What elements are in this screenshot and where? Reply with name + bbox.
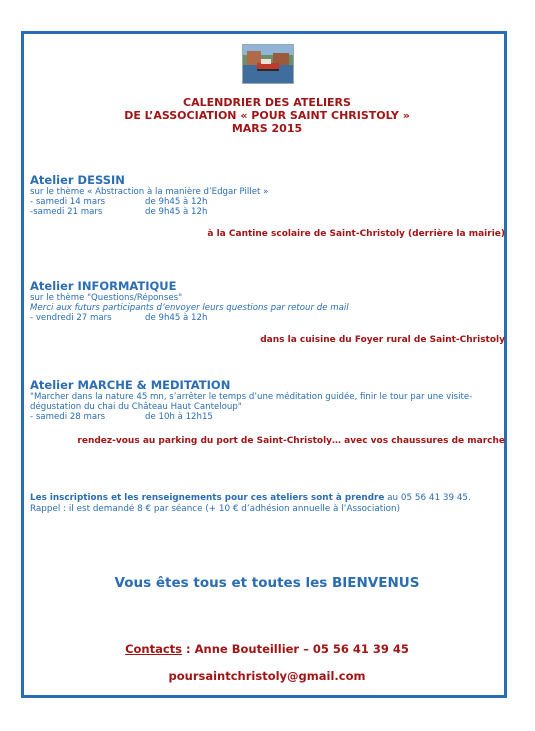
atelier-marche-desc-2: dégustation du chai du Château Haut Canteloup": [30, 402, 242, 412]
atelier-informatique-time-1: de 9h45 à 12h: [145, 313, 208, 323]
atelier-marche-time-1: de 10h à 12h15: [145, 412, 213, 422]
title-line-1: CALENDRIER DES ATELIERS: [183, 96, 351, 109]
atelier-dessin-location: à la Cantine scolaire de Saint-Christoly (derrière la mairie): [207, 229, 505, 239]
atelier-informatique-theme: sur le thème "Questions/Réponses": [30, 293, 183, 303]
boat-photo: [242, 44, 294, 84]
atelier-dessin-theme: sur le thème « Abstraction à la manière d’Edgar Pillet »: [30, 187, 269, 197]
atelier-marche-date-1: - samedi 28 mars: [30, 412, 106, 422]
atelier-marche-title: Atelier MARCHE & MEDITATION: [30, 378, 231, 392]
atelier-dessin-date-1: - samedi 14 mars: [30, 197, 106, 207]
atelier-informatique-title: Atelier INFORMATIQUE: [30, 279, 177, 293]
atelier-dessin-date-2: -samedi 21 mars: [30, 207, 103, 217]
welcome-message: Vous êtes tous et toutes les BIENVENUS: [114, 575, 420, 591]
atelier-dessin-title: Atelier DESSIN: [30, 173, 125, 187]
atelier-marche-desc-1: "Marcher dans la nature 45 mn, s’arrêter le temps d’une méditation guidée, finir le tour par une visite-: [30, 392, 473, 402]
info-line-1-text: Les inscriptions et les renseignements pour ces ateliers sont à prendre: [30, 493, 385, 503]
atelier-dessin-time-1: de 9h45 à 12h: [145, 197, 208, 207]
atelier-informatique-date-1: - vendredi 27 mars: [30, 313, 112, 323]
title-line-2: DE L’ASSOCIATION « POUR SAINT CHRISTOLY »: [124, 109, 410, 122]
info-line-2: Rappel : il est demandé 8 € par séance (+ 10 € d’adhésion annuelle à l’Association): [30, 504, 400, 514]
info-line-1: [30, 493, 471, 504]
info-phone: au 05 56 41 39 45.: [387, 493, 471, 503]
contact-separator: :: [182, 642, 195, 656]
contact-line: [24, 642, 510, 656]
title-line-3: MARS 2015: [231, 122, 303, 135]
atelier-informatique-location: dans la cuisine du Foyer rural de Saint-Christoly: [260, 335, 505, 345]
atelier-informatique-note: Merci aux futurs participants d’envoyer leurs questions par retour de mail: [30, 303, 349, 313]
contact-email[interactable]: poursaintchristoly@gmail.com: [168, 669, 366, 683]
atelier-dessin-time-2: de 9h45 à 12h: [145, 207, 208, 217]
atelier-marche-location: rendez-vous au parking du port de Saint-Christoly… avec vos chaussures de marche: [77, 436, 505, 446]
contact-label: Contacts: [125, 642, 183, 656]
contact-value: Anne Bouteillier – 05 56 41 39 45: [194, 642, 409, 656]
